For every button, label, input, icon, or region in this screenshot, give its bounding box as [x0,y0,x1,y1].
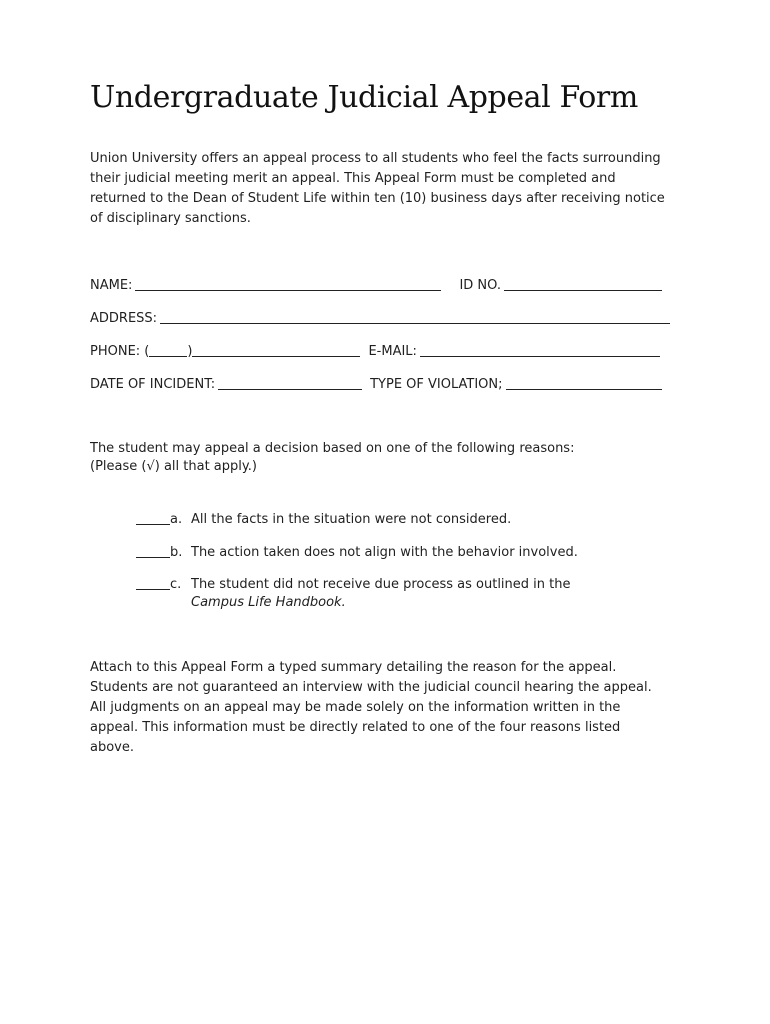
reasons-intro-line: The student may appeal a decision based on one of the following reasons: [90,441,575,456]
address-label: ADDRESS: [90,311,158,326]
reason-item-c [136,576,570,612]
attach-paragraph [90,658,680,758]
attach-line: appeal. This information must be directly related to one of the four reasons listed [90,720,621,735]
intro-paragraph [90,149,680,229]
intro-line: their judicial meeting merit an appeal. This Appeal Form must be completed and [90,171,616,186]
reasons-intro-line: (Please (√) all that apply.) [90,459,257,474]
id-label: ID NO. [459,278,501,293]
address-row [90,309,672,329]
reason-b-checkbox-blank[interactable] [136,544,170,558]
attach-line: All judgments on an appeal may be made solely on the information written in the [90,700,621,715]
date-violation-row [90,375,672,395]
intro-line: Union University offers an appeal process to all students who feel the facts surrounding [90,151,661,166]
intro-line: returned to the Dean of Student Life within ten (10) business days after receiving notice [90,191,665,206]
type-of-violation-field[interactable] [506,375,662,390]
reason-b-letter: b. [170,545,183,560]
reason-c-line: The student did not receive due process as outlined in the [191,577,571,592]
reason-c-letter: c. [170,577,182,592]
attach-line: Attach to this Appeal Form a typed summary detailing the reason for the appeal. [90,660,617,675]
email-label: E-MAIL: [368,344,417,359]
name-id-row [90,276,672,296]
reason-b-line: The action taken does not align with the behavior involved. [191,545,578,560]
date-of-incident-label: DATE OF INCIDENT: [90,377,216,392]
phone-area-code-field[interactable] [149,342,187,357]
phone-email-row [90,342,672,362]
name-label: NAME: [90,278,133,293]
reason-c-handbook-line [191,594,570,612]
date-of-incident-field[interactable] [218,375,362,390]
intro-line: of disciplinary sanctions. [90,211,251,226]
id-field[interactable] [504,276,662,291]
reason-item-a [136,511,511,529]
attach-line: Students are not guaranteed an interview with the judicial council hearing the appeal. [90,680,652,695]
page-title: Undergraduate Judicial Appeal Form [90,80,638,115]
reason-a-checkbox-blank[interactable] [136,511,170,525]
email-field[interactable] [420,342,660,357]
reason-a-line: All the facts in the situation were not considered. [191,512,512,527]
reason-c-checkbox-blank[interactable] [136,576,170,590]
reason-a-letter: a. [170,512,183,527]
reasons-intro [90,440,680,476]
reason-a-text [191,511,511,529]
reason-c-text [191,576,570,612]
phone-label: PHONE: ( [90,344,150,359]
name-field[interactable] [135,276,441,291]
type-of-violation-label: TYPE OF VIOLATION; [370,377,503,392]
attach-line: above. [90,740,134,755]
phone-number-field[interactable] [192,342,360,357]
reason-item-b [136,544,578,562]
phone-paren-close: ) [187,344,193,359]
reason-b-text [191,544,578,562]
address-field[interactable] [160,309,670,324]
campus-life-handbook-title: Campus Life Handbook. [191,595,346,610]
